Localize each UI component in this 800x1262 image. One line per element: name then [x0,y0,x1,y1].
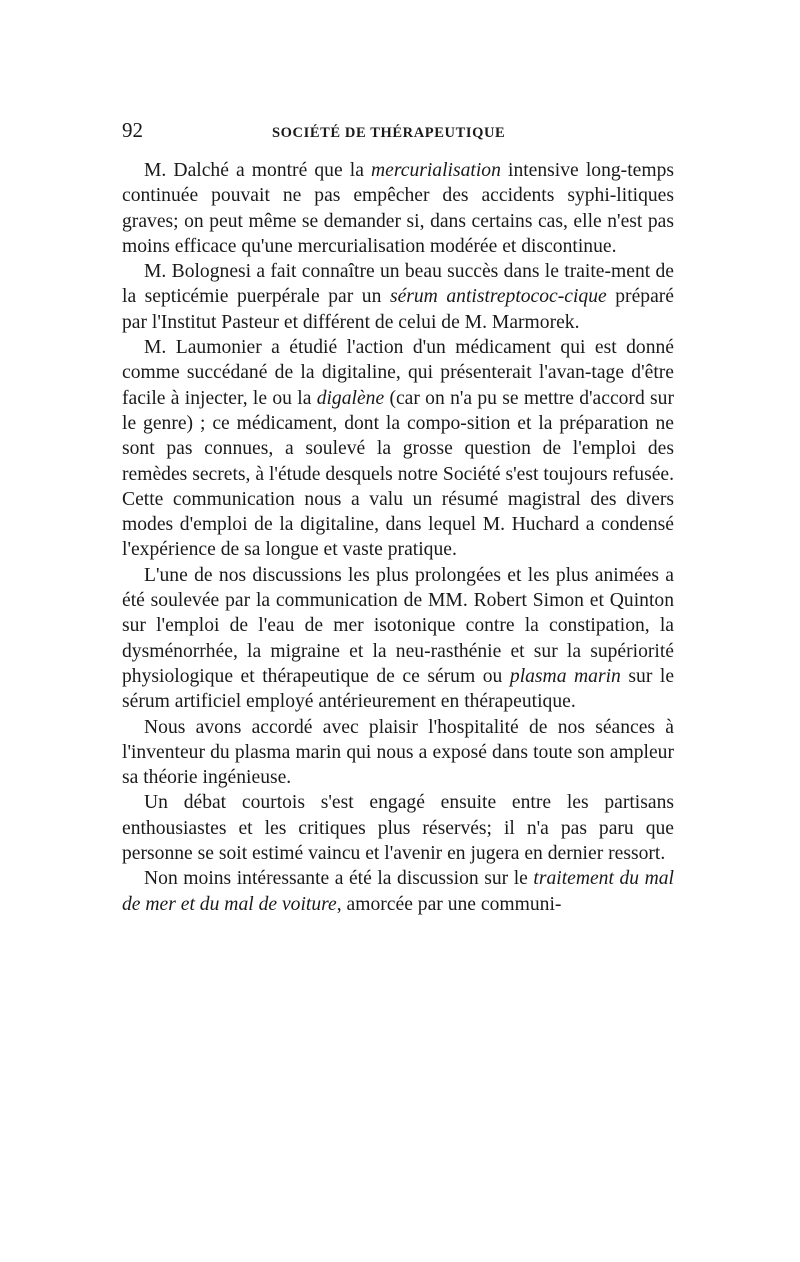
text-run: sur le sérum artificiel employé antérieurement en thérapeutique. [122,665,675,713]
text-run: Un débat courtois s'est engagé ensuite entre les partisans enthousiastes et les critiques plus réservés; il n'a pas paru que personne se soit estimé vaincu et l'avenir en jugera en dernier ressort. [122,792,674,865]
italic-text: digalène [316,387,385,409]
italic-text: mercurialisation [371,160,501,181]
page-number: 92 [122,118,143,142]
body-text [122,158,674,917]
text-run: Nous avons accordé avec plaisir l'hospitalité de nos séances à l'inventeur du plasma marin qui nous a exposé dans toute son ampleur sa théorie ingénieuse. [122,716,674,789]
text-run: M. Bolognesi a fait connaître un beau succès dans le traite-ment de la septicémie puerpérale par un [122,261,674,308]
paragraph [122,866,674,917]
text-run: M. Laumonier a étudié l'action d'un médicament qui est donné comme succédané de la digitaline, qui présenterait l'avan-tage d'être facile à injecter, le ou la [122,337,674,409]
paragraph [122,259,674,335]
running-title: SOCIÉTÉ DE THÉRAPEUTIQUE [272,125,506,141]
paragraph [122,563,674,715]
paragraph [122,158,674,259]
text-run: , amorcée par une communi- [336,893,562,915]
paragraph [122,790,674,866]
italic-text: traitement du mal de mer et du mal de voiture [122,868,674,915]
page-header [122,118,674,158]
paragraph [122,335,674,563]
text-run: intensive long-temps continuée pouvait ne pas empêcher des accidents syphi-litiques graves; on peut même se demander si, dans certains cas, elle n'est pas moins efficace qu'une mercurialisation modérée et discontinue. [122,160,674,257]
italic-text: sérum antistreptococ-cique [389,286,607,308]
text-run: M. Dalché a montré que la [144,160,371,181]
book-page [122,118,674,917]
paragraph [122,715,674,791]
text-run: Non moins intéressante a été la discussion sur le [144,868,534,890]
text-run: préparé par l'Institut Pasteur et différent de celui de M. Marmorek. [122,286,674,333]
text-run: L'une de nos discussions les plus prolongées et les plus animées a été soulevée par la communication de MM. Robert Simon et Quinton sur l'emploi de l'eau de mer isotonique contre la constipation, la dysménorrhée, la migraine et la neu-rasthénie et sur la supériorité physiologique et thérapeutique de ce sérum ou [122,564,674,687]
text-run: (car on n'a pu se mettre d'accord sur le genre) ; ce médicament, dont la compo-sition et la préparation ne sont pas connues, a soulevé la grosse question de l'emploi des remèdes secrets, à l'étude desquels notre Société s'est toujours refusée. Cette communication nous a valu un résumé magistral des divers modes d'emploi de la digitaline, dans lequel M. Huchard a condensé l'expérience de sa longue et vaste pratique. [122,387,674,561]
italic-text: plasma marin [509,665,621,687]
